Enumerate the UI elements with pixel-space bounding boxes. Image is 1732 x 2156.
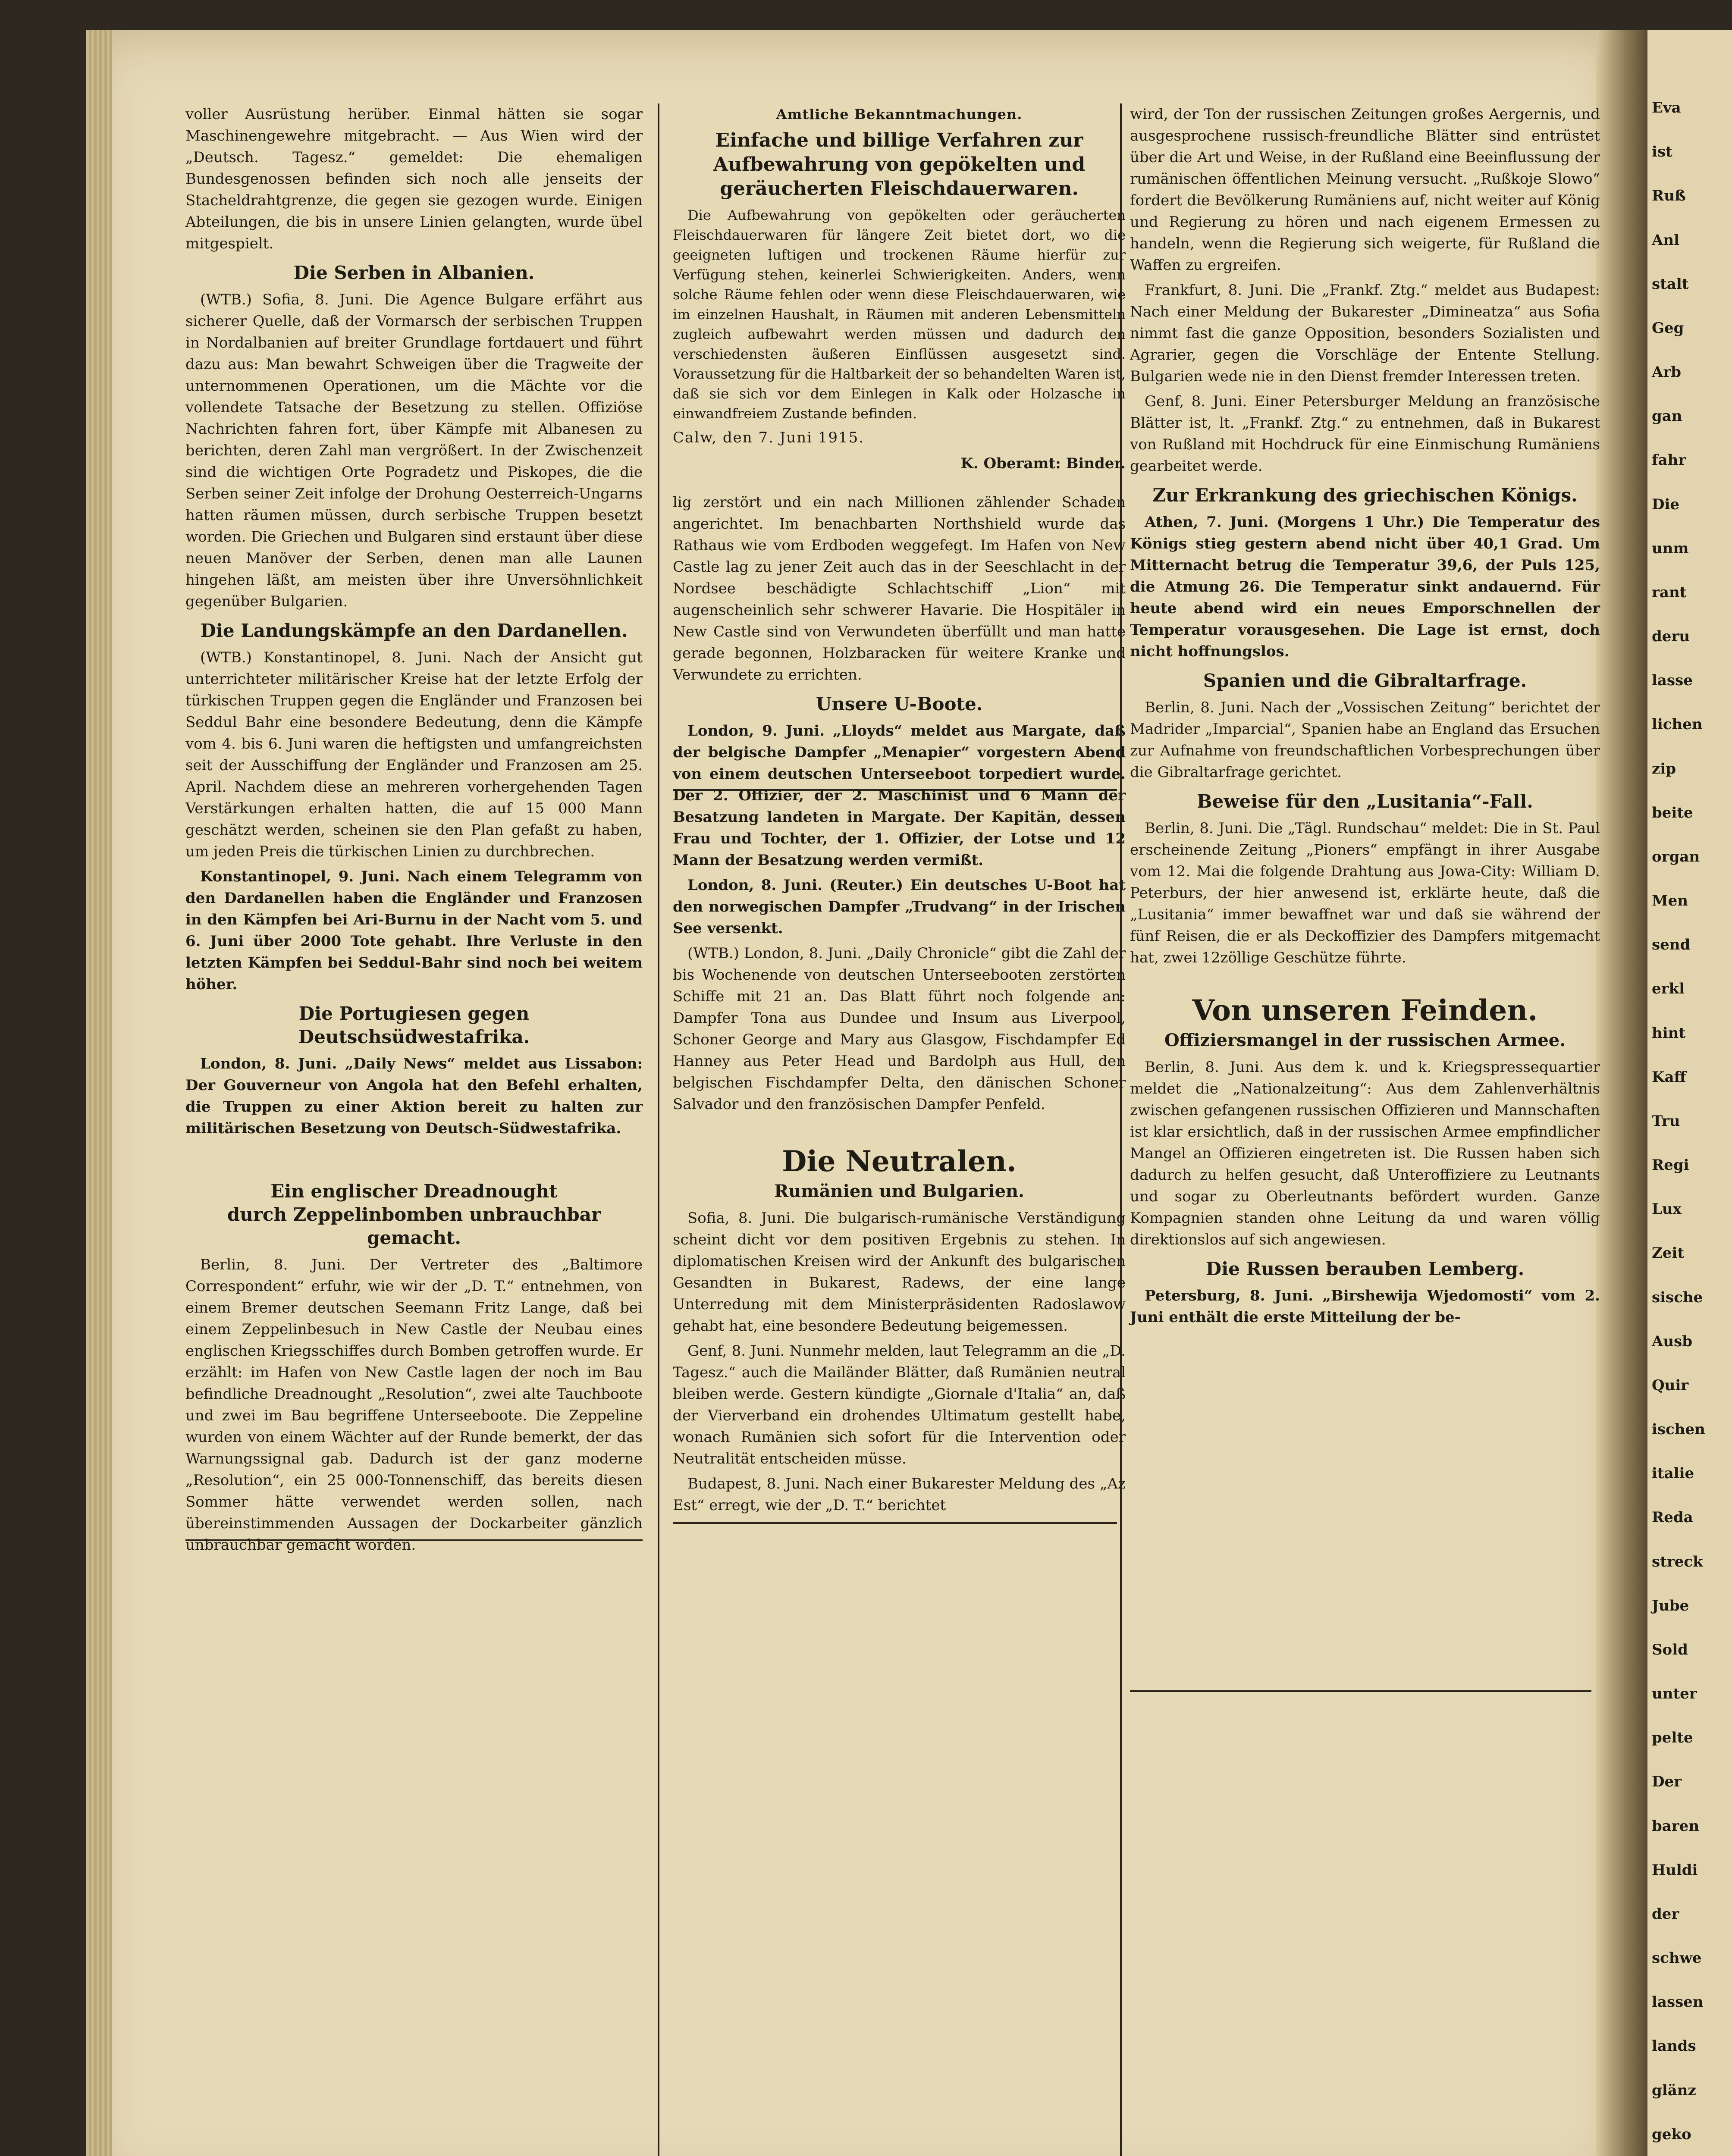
notice-signature: K. Oberamt: Binder. [960,455,1126,472]
article-headline: Ein englischer Dreadnought [270,1181,558,1202]
column-3 [1130,103,1600,1332]
adjacent-page-word: zip [1652,760,1676,777]
adjacent-page-word: Geg [1652,319,1684,337]
adjacent-page-word: Lux [1652,1200,1682,1218]
article-paragraph: Sofia, 8. Juni. Die bulgarisch-rumänische Verständigung scheint dicht vor dem positiven Ergebnis zu stehen. In diplomatischen Kreisen wird der Ankunft des bulgarischen Gesandten in Bukarest, Radews, der eine lange Unterredung mit dem Ministerpräsidenten Radoslawow gehabt hat, eine besondere Bedeutung beigemessen. [673,1210,1126,1335]
article-headline: Die Portugiesen gegen Deutschsüdwestafrika. [298,1003,530,1047]
article-paragraph: voller Ausrüstung herüber. Einmal hätten sie sogar Maschinengewehre mitgebracht. — Aus Wien wird der „Deutsch. Tagesz.“ gemeldet: Die ehemaligen Bundesgenossen befinden sich noch alle jenseits der Stacheldrahtgrenze, die gegen sie gezogen wurde. Einigen Abteilungen, die bis in unsere Linien gelangten, wurde übel mitgespielt. [185,106,643,252]
article-headline: Beweise für den „Lusitania“-Fall. [1197,791,1533,812]
adjacent-page-word: deru [1652,628,1690,646]
adjacent-page-word: streck [1652,1553,1703,1570]
adjacent-page-word: geko [1652,2125,1691,2143]
article-paragraph: Berlin, 8. Juni. Nach der „Vossischen Zeitung“ berichtet der Madrider „Imparcial“, Spanien habe an England das Ersuchen zur Aufnahme von freundschaftlichen Vorbesprechungen über die Gibraltarfrage gerichtet. [1130,699,1600,781]
adjacent-page-word: stalt [1652,275,1689,293]
adjacent-page-word: glänz [1652,2081,1696,2099]
adjacent-page-word: unm [1652,539,1689,557]
adjacent-page-word: organ [1652,848,1700,865]
column-1 [185,103,643,1559]
article-paragraph: Genf, 8. Juni. Nunmehr melden, laut Telegramm an die „D. Tagesz.“ auch die Mailänder Blätter, daß Rumänien neutral bleiben werde. Gestern kündigte „Giornale d'Italia“ an, daß der Vierverband ein drohendes Ultimatum gestellt habe, wonach Rumänien sich sofort für die Intervention oder Neutralität entscheiden müsse. [673,1342,1126,1467]
adjacent-page-word: Eva [1652,99,1681,116]
adjacent-page-word: hint [1652,1024,1686,1042]
adjacent-page-word: sische [1652,1288,1703,1306]
adjacent-page-word: Quir [1652,1376,1689,1394]
article-paragraph: lig zerstört und ein nach Millionen zählender Schaden angerichtet. Im benachbarten Northshield wurde das Rathaus wie vom Erdboden weggefegt. Im Hafen von New Castle lag zu jener Zeit auch das in der Seeschlacht in der Nordsee beschädigte Schlachtschiff „Lion“ mit augenscheinlich sehr schwerer Havarie. Die Hospitäler in New Castle sind von Verwundeten überfüllt und man hatte gerade begonnen, Holzbaracken für weitere Kranke und Verwundete zu errichten. [673,494,1126,683]
adjacent-page-word: lands [1652,2037,1696,2055]
adjacent-page-word: der [1652,1905,1679,1923]
notice-date: Calw, den 7. Juni 1915. [673,429,865,446]
article-paragraph: (WTB.) Sofia, 8. Juni. Die Agence Bulgare erfährt aus sicherer Quelle, daß der Vormarsch der serbischen Truppen in Nordalbanien auf breiter Grundlage fortdauert und führt dazu aus: Man bewahrt Schweigen über die Tragweite der unternommenen Operationen, um die Mächte vor die vollendete Tatsache der Besetzung zu stellen. Offiziöse Nachrichten fahren fort, über Kämpfe mit Albanesen zu berichten, deren Zahl man vergrößert. In der Zwischenzeit sind die wichtigen Orte Pogradetz und Piskopes, die die Serben seiner Zeit infolge der Drohung Oesterreich-Ungarns hatten räumen müssen, durch serbische Truppen besetzt worden. Die Griechen und Bulgaren sind erstaunt über diese neuen Manöver der Serben, denen man alle Launen hingehen läßt, am meisten über ihre Unversöhnlichkeit gegenüber Bulgarien. [185,291,643,610]
article-headline: Spanien und die Gibraltarfrage. [1203,670,1527,691]
adjacent-page-word: ischen [1652,1421,1705,1438]
adjacent-page-word: unter [1652,1685,1697,1703]
adjacent-page-word: fahr [1652,451,1686,469]
article-paragraph: (WTB.) Konstantinopel, 8. Juni. Nach der Ansicht gut unterrichteter militärischer Kreise hat der letzte Erfolg der türkischen Truppen gegen die Engländer und Franzosen bei Seddul Bahr eine besondere Bedeutung, denn die Kämpfe vom 4. bis 6. Juni waren die heftigsten und umfangreichsten seit der Ausschiffung der Engländer und Franzosen am 25. April. Nachdem diese an mehreren vorhergehenden Tagen Verstärkungen erhalten hatten, die auf 15 000 Mann geschätzt werden, scheinen sie den Plan gefaßt zu haben, um jeden Preis die türkischen Linien zu durchbrechen. [185,649,643,860]
article-paragraph: Berlin, 8. Juni. Die „Tägl. Rundschau“ meldet: Die in St. Paul erscheinende Zeitung „Pioners“ empfängt in ihrer Ausgabe vom 12. Mai die folgende Drahtung aus Jowa-City: William D. Peterburs, der hier anwesend ist, erklärte heute, daß die „Lusitania“ immer bewaffnet war und daß sie während der fünf Reisen, die er als Deckoffizier des Dampfers mitgemacht hat, zwei 12zöllige Geschütze führte. [1130,820,1600,966]
adjacent-page-word: Arb [1652,364,1682,381]
section-subheadline: Rumänien und Bulgarien. [774,1181,1025,1201]
adjacent-page-word: Tru [1652,1112,1680,1130]
article-headline: Die Serben in Albanien. [293,262,535,283]
adjacent-page-word: erkl [1652,980,1685,998]
adjacent-page-fragment [1647,30,1732,2156]
adjacent-page-word: Jube [1652,1597,1689,1614]
article-paragraph: Frankfurt, 8. Juni. Die „Frankf. Ztg.“ meldet aus Budapest: Nach einer Meldung der Bukarester „Dimineatza“ aus Sofia nimmt fast die ganze Opposition, besonders Sozialisten und Agrarier, gegen die Vorschläge der Entente Stellung. Bulgarien wede nie in den Dienst fremder Interessen treten. [1130,282,1600,385]
adjacent-page-word: Huldi [1652,1861,1698,1879]
article-paragraph: Genf, 8. Juni. Einer Petersburger Meldung an französische Blätter ist, lt. „Frankf. Ztg.“ zu entnehmen, daß in Bukarest von Rußland mit Hochdruck für eine Einmischung Rumäniens gearbeitet werde. [1130,393,1600,475]
article-paragraph: Konstantinopel, 9. Juni. Nach einem Telegramm von den Dardanellen haben die Engländer und Franzosen in den Kämpfen bei Ari-Burnu in der Nacht vom 5. und 6. Juni über 2000 Tote gehabt. Ihre Verluste in den letzten Kämpfen bei Seddul-Bahr sind noch bei weitem höher. [185,868,643,993]
adjacent-page-word: rant [1652,583,1687,601]
adjacent-page-word: italie [1652,1465,1694,1482]
section-headline: Die Neutralen. [782,1144,1017,1178]
column-rule-1 [658,103,659,2156]
article-paragraph: Petersburg, 8. Juni. „Birshewija Wjedomosti“ vom 2. Juni enthält die erste Mitteilung der be- [1130,1287,1600,1326]
book-page-edges [86,30,112,2156]
column-2 [673,103,1126,1520]
adjacent-page-word: Reda [1652,1509,1693,1526]
article-paragraph: Berlin, 8. Juni. Aus dem k. und k. Kriegspressequartier meldet die „Nationalzeitung“: Aus dem Zahlenverhältnis zwischen gefangenen russischen Offizieren und Mannschaften ist klar ersichtlich, daß in der russischen Armee empfindlicher Mangel an Offizieren eingetreten ist. Die Russen haben sich dadurch zu helfen gesucht, daß Unteroffiziere zu Leutnants und sogar zu Oberleutnants befördert wurden. Ganze Kompagnien standen ohne Leitung da und waren völlig direktionslos auf sich angewiesen. [1130,1059,1600,1248]
adjacent-page-word: lassen [1652,1993,1704,2011]
adjacent-page-word: Zeit [1652,1244,1685,1262]
article-paragraph: wird, der Ton der russischen Zeitungen großes Aergernis, und ausgesprochene russisch-freundliche Blätter sind entrüstet über die Art und Weise, in der Rußland eine Beeinflussung der rumänischen öffentlichen Meinung versucht. „Rußkoje Slowo“ fordert die Bevölkerung Rumäniens auf, nicht weiter auf König und Regierung zu hören und nach eigenem Ermessen zu handeln, wenn die Regierung sich weigerte, für Rußland die Waffen zu ergreifen. [1130,106,1600,274]
notice-paragraph: Die Aufbewahrung von gepökelten oder geräucherten Fleischdauerwaren für längere Zeit bietet dort, wo die geeigneten luftigen und trockenen Räume hierfür zur Verfügung stehen, keinerlei Schwierigkeiten. Anders, wenn solche Räume fehlen oder wenn diese Fleischdauerwaren, wie im einzelnen Haushalt, in Räumen mit anderen Lebensmitteln zugleich aufbewahrt werden müssen und dadurch den verschiedensten äußeren Einflüssen ausgesetzt sind. Voraussetzung für die Haltbarkeit der so behandelten Waren ist, daß sie sich vor dem Einlegen in Kalk oder Holzasche in einwandfreiem Zustande befinden. [673,207,1126,422]
adjacent-page-word: ist [1652,143,1672,161]
neutral-rule [673,1522,1117,1524]
adjacent-page-word: lichen [1652,716,1703,733]
adjacent-page-word: Die [1652,495,1680,513]
adjacent-page-word: Anl [1652,231,1680,249]
notice-headline: Einfache und billige Verfahren zur Aufbewahrung von gepökelten und geräucherten Fleischdauerwaren. [713,129,1086,200]
adjacent-page-word: Kaff [1652,1068,1686,1086]
article-headline: Unsere U-Boote. [816,693,983,714]
adjacent-page-word: Sold [1652,1641,1688,1658]
article-paragraph: London, 9. Juni. „Lloyds“ meldet aus Margate, daß der belgische Dampfer „Menapier“ vorgestern Abend von einem deutschen Unterseeboot torpediert wurde. Der 2. Offizier, der 2. Maschinist und 6 Mann der Besatzung landeten in Margate. Der Kapitän, dessen Frau und Tochter, der 1. Offizier, der Lotse und 12 Mann der Besatzung werden vermißt. [673,722,1126,869]
section-kicker: Amtliche Bekanntmachungen. [776,106,1023,122]
adjacent-page-word: Der [1652,1773,1682,1791]
article-paragraph: London, 8. Juni. (Reuter.) Ein deutsches U-Boot hat den norwegischen Dampfer „Trudvang“ in der Irischen See versenkt. [673,877,1126,937]
article-headline: Die Landungskämpfe an den Dardanellen. [200,620,628,641]
adjacent-page-word: schwe [1652,1949,1702,1967]
adjacent-page-word: Ruß [1652,187,1686,205]
adjacent-page-word: send [1652,936,1691,954]
article-paragraph: (WTB.) London, 8. Juni. „Daily Chronicle“ gibt die Zahl der bis Wochenende von deutschen Unterseebooten zerstörten Schiffe mit 21 an. Das Blatt führt noch folgende an: Dampfer Tona aus Dundee und Insum aus Liverpool, Schoner George and Mary aus Glasgow, Fischdampfer Ed Hanney aus Peter Head und Bardolph aus Hull, den belgischen Fischdampfer Delta, den dänischen Schoner Salvador und den französischen Dampfer Penfeld. [673,945,1126,1113]
article-paragraph: Berlin, 8. Juni. Der Vertreter des „Baltimore Correspondent“ erfuhr, wie wir der „D. T.“ entnehmen, von einem Bremer deutschen Seemann Fritz Lange, daß bei einem Zeppelinbesuch in New Castle der Neubau eines englischen Kriegsschiffes durch Bomben getroffen wurde. Er erzählt: im Hafen von New Castle lagen der noch im Bau befindliche Dreadnought „Resolution“, zwei alte Tauchboote und zwei im Bau begriffene Unterseeboote. Die Zeppeline wurden von einem Wächter auf der Runde bemerkt, der das Warnungssignal gab. Dadurch ist der ganz moderne „Resolution“, ein 25 000-Tonnenschiff, das bereits diesen Sommer hätte verwendet werden sollen, nach übereinstimmenden Aussagen der Dockarbeiter gänzlich unbrauchbar gemacht worden. [185,1256,643,1554]
adjacent-page-word: beite [1652,804,1693,821]
adjacent-page-word: baren [1652,1817,1700,1835]
article-subheadline: durch Zeppelinbomben unbrauchbar gemacht. [227,1204,601,1248]
section-headline: Von unseren Feinden. [1192,993,1538,1027]
book-gutter [1596,30,1647,2156]
adjacent-page-word: Men [1652,892,1688,910]
article-headline: Die Russen berauben Lemberg. [1205,1258,1525,1279]
section-subheadline: Offiziersmangel in der russischen Armee. [1164,1030,1566,1050]
adjacent-page-word: Regi [1652,1156,1689,1174]
adjacent-page-word: gan [1652,407,1682,425]
article-headline: Zur Erkrankung des griechischen Königs. [1152,485,1578,506]
adjacent-page-word: pelte [1652,1729,1693,1747]
article-paragraph: London, 8. Juni. „Daily News“ meldet aus Lissabon: Der Gouverneur von Angola hat den Befehl erhalten, die Truppen zu einer Aktion bereit zu halten zur militärischen Besetzung von Deutsch-Südwestafrika. [185,1055,643,1137]
article-paragraph: Athen, 7. Juni. (Morgens 1 Uhr.) Die Temperatur des Königs stieg gestern abend nicht über 40,1 Grad. Um Mitternacht betrug die Temperatur 39,6, der Puls 125, die Atmung 26. Die Temperatur sinkt andauernd. Für heute abend wird ein neues Emporschnellen der Temperatur vorausgesehen. Die Lage ist ernst, doch nicht hoffnungslos. [1130,514,1600,660]
feinde-rule [1130,1690,1591,1692]
adjacent-page-word: Ausb [1652,1332,1693,1350]
adjacent-page-word: lasse [1652,672,1693,689]
article-paragraph: Budapest, 8. Juni. Nach einer Bukarester Meldung des „Az Est“ erregt, wie der „D. T.“ berichtet [673,1475,1126,1514]
